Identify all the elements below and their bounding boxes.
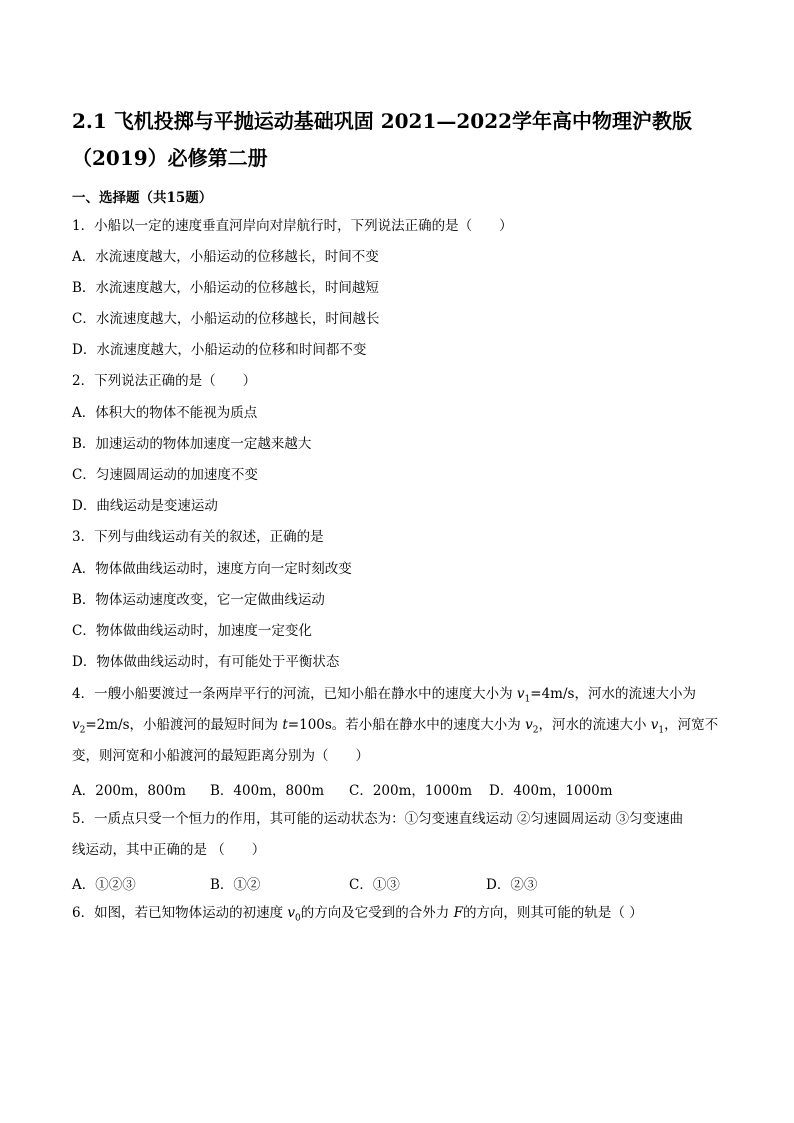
question-4-stem-line-2: $v_2=2m/s$，小船渡河的最短时间为 t=100s。若小船在静水中的速度大小为 $v_2$，河水的流速大小 $v_1$，河宽不: [72, 717, 719, 736]
question-1-stem: 1．小船以一定的速度垂直河岸向对岸航行时，下列说法正确的是（ ）: [72, 218, 513, 234]
question-1-option-a: A．水流速度越大，小船运动的位移越长，时间不变: [72, 249, 379, 265]
question-3-option-b: B．物体运动速度改变，它一定做曲线运动: [72, 592, 325, 608]
question-2-option-a: A．体积大的物体不能视为质点: [72, 405, 258, 421]
question-6-stem: 6．如图，若已知物体运动的初速度 $v_0$的方向及它受到的合外力 F的方向，则其可能的轨是（ ）: [72, 905, 643, 924]
question-2-option-d: D．曲线运动是变速运动: [72, 498, 218, 514]
question-2-stem: 2．下列说法正确的是（ ）: [72, 373, 257, 389]
question-4-option-b: B．400m，800m: [210, 783, 325, 799]
question-1-option-c: C．水流速度越大，小船运动的位移越长，时间越长: [72, 311, 380, 327]
question-3-option-d: D．物体做曲线运动时，有可能处于平衡状态: [72, 654, 340, 670]
question-4-options: [72, 779, 613, 799]
question-3-stem: 3．下列与曲线运动有关的叙述，正确的是: [72, 529, 324, 545]
question-4-stem-line-1: 4．一艘小船要渡过一条两岸平行的河流，已知小船在静水中的速度大小为 $v_1=4m/s$，河水的流速大小为: [72, 686, 696, 705]
question-4-option-c: C．200m，1000m: [349, 783, 473, 799]
title-line-1: 2.1 飞机投掷与平抛运动基础巩固 2021—2022学年高中物理沪教版: [72, 109, 693, 133]
question-3-option-c: C．物体做曲线运动时，加速度一定变化: [72, 623, 312, 639]
question-5-option-a: A．①②③: [72, 877, 136, 893]
question-4-stem-line-3: 变，则河宽和小船渡河的最短距离分别为（ ）: [72, 748, 369, 764]
question-3-option-a: A．物体做曲线运动时，速度方向一定时刻改变: [72, 561, 352, 577]
question-5-option-b: B．①②: [210, 877, 261, 893]
question-5-options: [72, 873, 537, 893]
question-4-option-a: A．200m，800m: [72, 783, 186, 799]
question-4-option-d: D．400m，1000m: [489, 783, 613, 799]
question-5-option-c: C．①③: [349, 877, 400, 893]
document-title: [72, 103, 732, 177]
question-1-option-d: D．水流速度越大，小船运动的位移和时间都不变: [72, 342, 367, 358]
title-line-2: （2019）必修第二册: [72, 146, 268, 170]
question-2-option-c: C．匀速圆周运动的加速度不变: [72, 467, 258, 483]
question-1-option-b: B．水流速度越大，小船运动的位移越长，时间越短: [72, 280, 379, 296]
question-5-stem-line-2: 线运动，其中正确的是 （ ）: [72, 842, 266, 858]
question-2-option-b: B．加速运动的物体加速度一定越来越大: [72, 436, 312, 452]
question-5-option-d: D．②③: [486, 877, 538, 893]
section-heading: 一、选择题（共15题）: [72, 190, 213, 206]
question-5-stem-line-1: 5．一质点只受一个恒力的作用，其可能的运动状态为：①匀变速直线运动 ②匀速圆周运动 ③匀变速曲: [72, 811, 684, 827]
